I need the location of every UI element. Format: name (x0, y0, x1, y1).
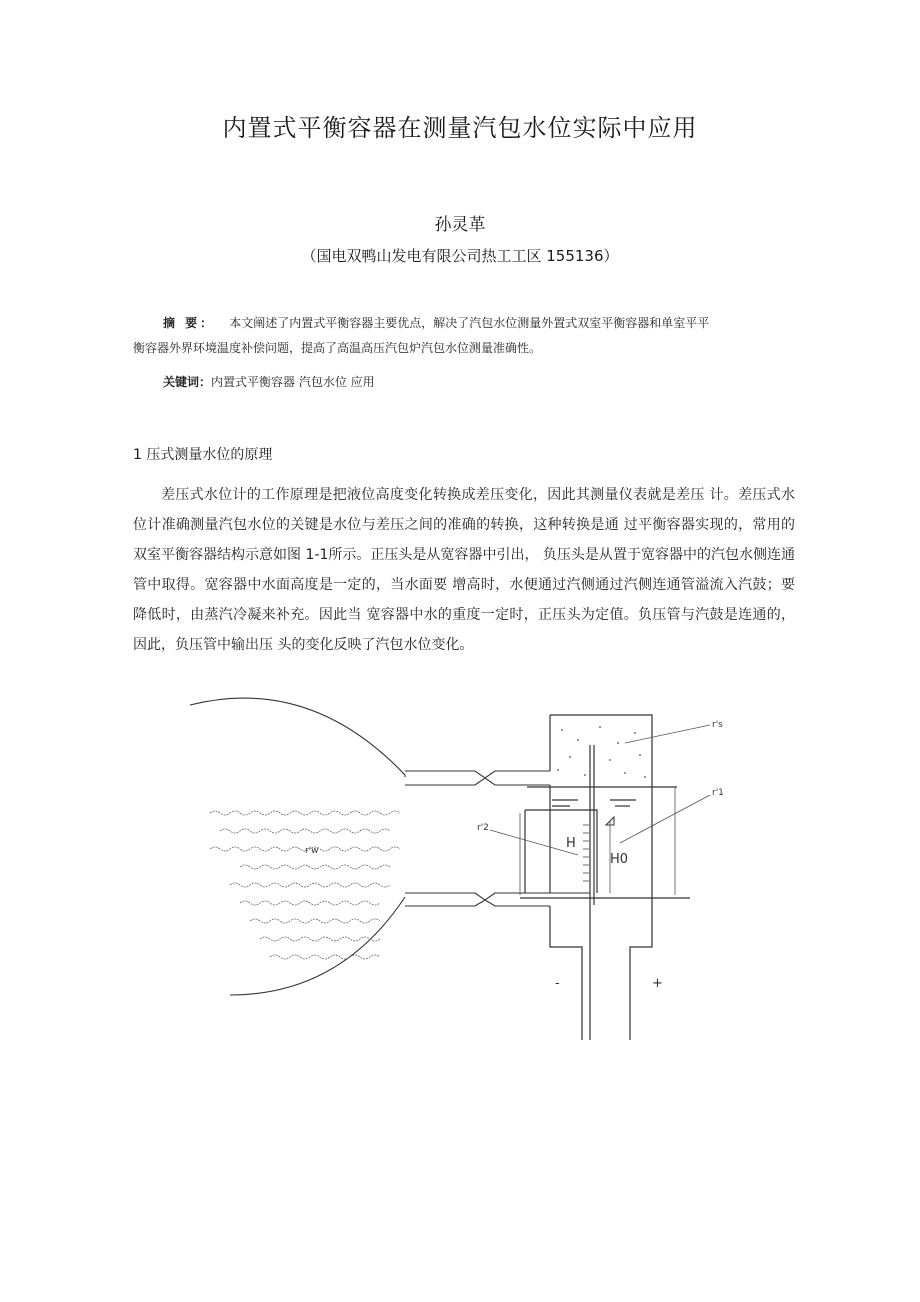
water-waves (210, 811, 400, 959)
section-heading: 1 压式测量水位的原理 (133, 447, 273, 463)
steam-side-pipe (405, 771, 550, 785)
abstract-line-2: 衡容器外界环境温度补偿问题，提高了高温高压汽包炉汽包水位测量准确性。 (133, 341, 542, 355)
section-body (133, 480, 795, 660)
steam-dots (557, 726, 646, 778)
abstract-block (133, 311, 773, 361)
label-plus: + (652, 976, 663, 991)
drum-arc-bottom (230, 897, 405, 995)
diagram-labels (305, 720, 724, 991)
balance-container-diagram (190, 695, 724, 1050)
keywords-text: 内置式平衡容器 汽包水位 应用 (211, 375, 375, 389)
label-gamma-w: r'w (305, 846, 319, 856)
abstract-label: 摘 要： (163, 316, 216, 330)
label-minus: - (555, 976, 560, 991)
keywords-block (163, 372, 375, 392)
label-gamma-2: r'2 (477, 823, 489, 833)
water-side-pipe (405, 893, 590, 906)
label-H: H (566, 836, 576, 851)
label-H0: H0 (610, 852, 629, 867)
drum (190, 698, 405, 995)
abstract-line-1 (133, 311, 773, 336)
leader-lines (490, 725, 710, 855)
keywords-label: 关键词： (163, 375, 212, 389)
balance-container (520, 715, 690, 1040)
level-scale (583, 825, 589, 881)
label-gamma-s: r's (712, 720, 723, 730)
body-paragraph: 差压式水位计的工作原理是把液位高度变化转换成差压变化，因此其测量仪表就是差压 计。差压式水位计准确测量汽包水位的关键是水位与差压之间的准确的转换，这种转换是通 过平衡容器实现的，常用的双室平衡容器结构示意如图 1-1所示。正压头是从宽容器中引出， 负压头是从置于宽容器中的汽包水侧连通管中取得。宽容器中水面高度是一定的，当水面要 增高时，水便通过汽侧通过汽侧连通管溢流入汽鼓；要降低时，由蒸汽冷凝来补充。因此当 宽容器中水的重度一定时，正压头为定值。负压管与汽鼓是连通的，因此，负压管中输出压 头的变化反映了汽包水位变化。 (133, 487, 795, 653)
label-gamma-1: r'1 (712, 788, 724, 798)
author-affiliation: （国电双鸭山发电有限公司热工工区 155136） (301, 247, 619, 265)
document-title: 内置式平衡容器在测量汽包水位实际中应用 (222, 114, 698, 142)
diagram-svg (190, 695, 724, 1050)
abstract-text-1: 本文阐述了内置式平衡容器主要优点，解决了汽包水位测量外置式双室平衡容器和单室平平 (229, 316, 710, 330)
drum-arc-top (190, 698, 405, 777)
author-name: 孙灵革 (434, 215, 486, 235)
